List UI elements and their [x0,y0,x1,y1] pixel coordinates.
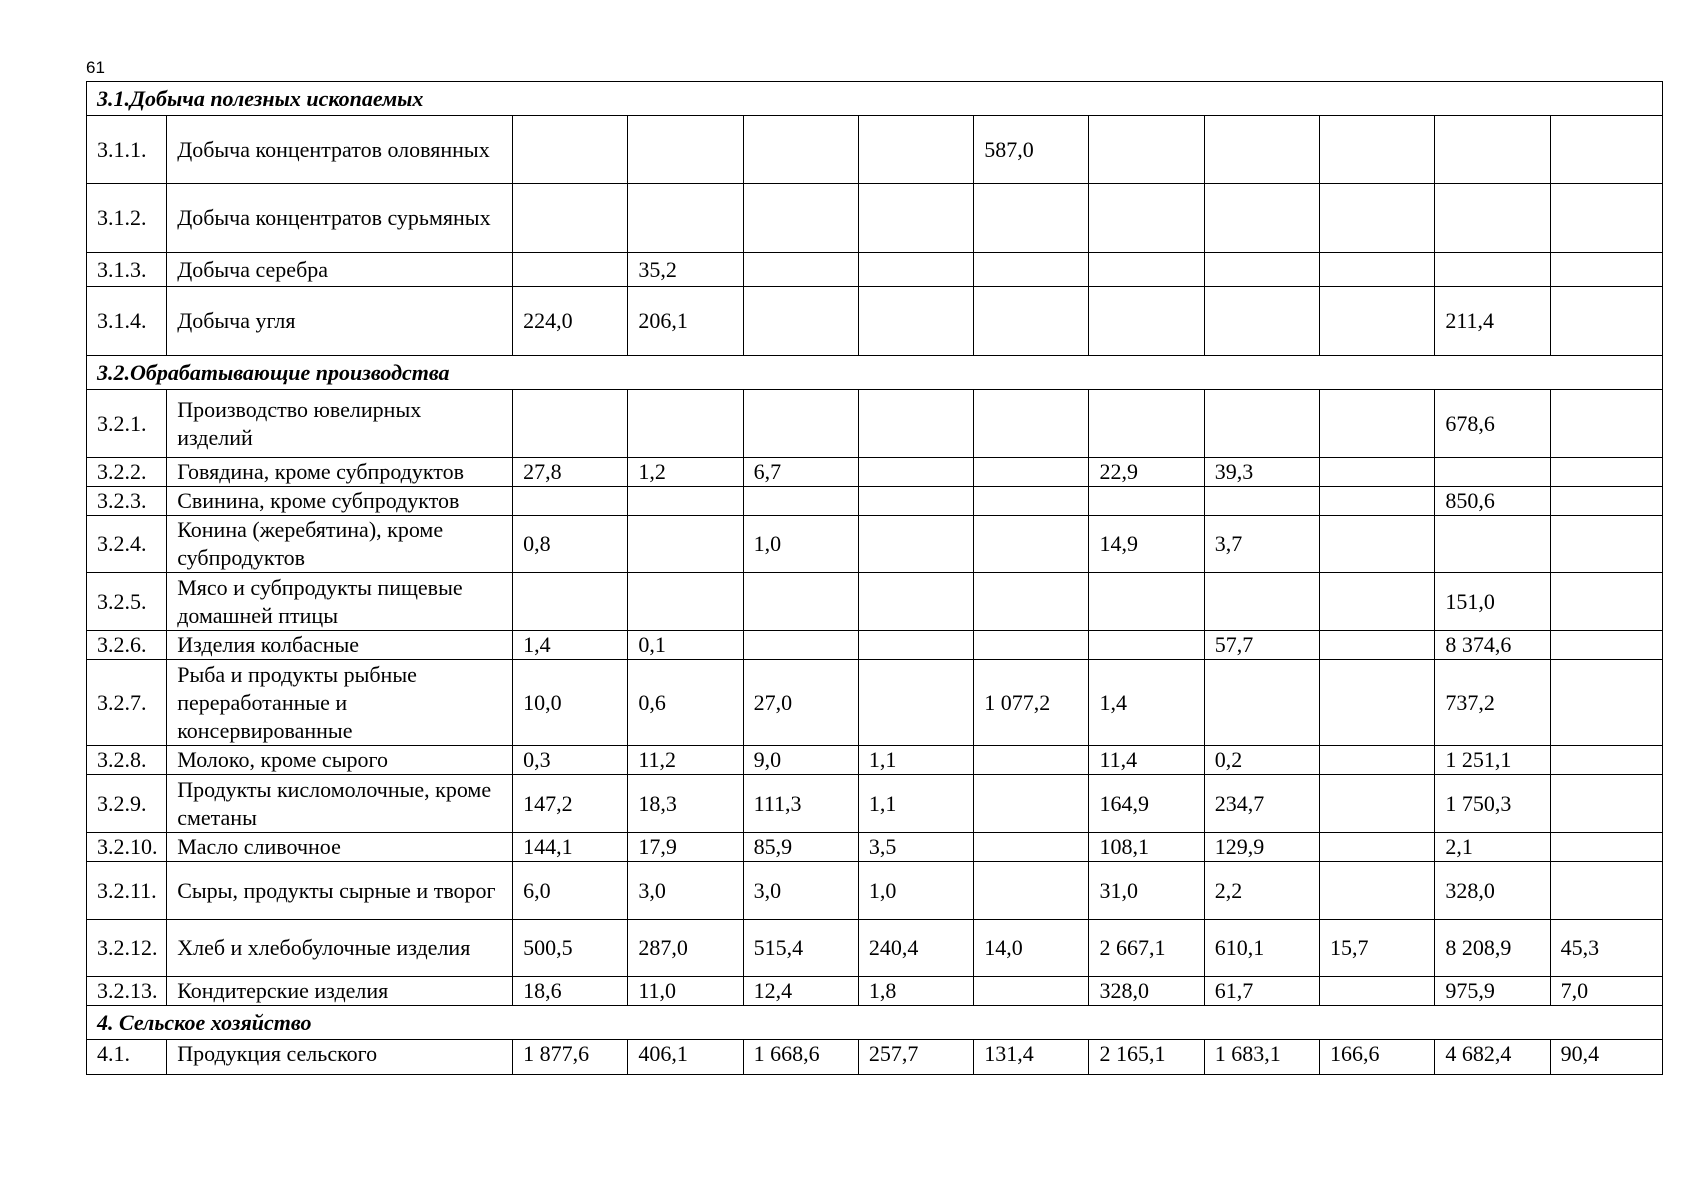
value-cell: 3,0 [628,862,743,920]
value-cell: 147,2 [513,775,628,833]
value-cell: 39,3 [1204,458,1319,487]
value-cell: 1 683,1 [1204,1040,1319,1075]
value-cell [974,977,1089,1006]
value-cell [1435,184,1550,253]
row-code: 3.2.4. [87,516,167,573]
value-cell: 61,7 [1204,977,1319,1006]
table-row [87,631,1663,660]
row-name: Конина (жеребятина), кроме субпродуктов [167,516,513,573]
value-cell [974,746,1089,775]
value-cell [1320,390,1435,458]
value-cell: 17,9 [628,833,743,862]
value-cell [1320,977,1435,1006]
row-name: Кондитерские изделия [167,977,513,1006]
value-cell [743,253,858,287]
value-cell: 111,3 [743,775,858,833]
row-name: Изделия колбасные [167,631,513,660]
row-name: Свинина, кроме субпродуктов [167,487,513,516]
value-cell [1089,487,1204,516]
table-row [87,116,1663,184]
value-cell [974,516,1089,573]
value-cell [1320,631,1435,660]
value-cell [513,253,628,287]
value-cell [628,487,743,516]
value-cell [1089,573,1204,631]
value-cell [1550,516,1662,573]
value-cell [1550,746,1662,775]
value-cell [858,287,973,356]
value-cell [513,487,628,516]
value-cell [1550,660,1662,746]
table-row [87,253,1663,287]
value-cell [1320,516,1435,573]
value-cell [858,573,973,631]
value-cell: 1 877,6 [513,1040,628,1075]
row-code: 3.2.3. [87,487,167,516]
table-row [87,573,1663,631]
value-cell [1204,116,1319,184]
value-cell [974,487,1089,516]
value-cell [1204,660,1319,746]
value-cell: 57,7 [1204,631,1319,660]
value-cell [858,631,973,660]
row-name: Рыба и продукты рыбные переработанные и консервированные [167,660,513,746]
table-row [87,1040,1663,1075]
row-name: Говядина, кроме субпродуктов [167,458,513,487]
section-header-row [87,356,1663,390]
value-cell: 2,1 [1435,833,1550,862]
value-cell [1204,573,1319,631]
value-cell: 975,9 [1435,977,1550,1006]
value-cell [1204,487,1319,516]
value-cell: 18,6 [513,977,628,1006]
value-cell: 131,4 [974,1040,1089,1075]
value-cell: 8 208,9 [1435,920,1550,977]
value-cell: 3,7 [1204,516,1319,573]
value-cell: 500,5 [513,920,628,977]
row-code: 3.1.1. [87,116,167,184]
row-name: Продукты кисломолочные, кроме сметаны [167,775,513,833]
row-code: 3.2.10. [87,833,167,862]
value-cell: 406,1 [628,1040,743,1075]
value-cell [1550,862,1662,920]
value-cell [974,458,1089,487]
value-cell: 328,0 [1089,977,1204,1006]
value-cell: 2,2 [1204,862,1319,920]
value-cell [1550,458,1662,487]
value-cell: 35,2 [628,253,743,287]
value-cell [1550,184,1662,253]
value-cell: 328,0 [1435,862,1550,920]
row-name: Хлеб и хлебобулочные изделия [167,920,513,977]
value-cell: 515,4 [743,920,858,977]
value-cell [858,458,973,487]
value-cell [1204,253,1319,287]
value-cell: 610,1 [1204,920,1319,977]
value-cell [974,631,1089,660]
value-cell [743,116,858,184]
table-row [87,487,1663,516]
value-cell: 14,9 [1089,516,1204,573]
row-code: 3.2.8. [87,746,167,775]
table-row [87,862,1663,920]
value-cell [1435,458,1550,487]
row-code: 3.1.4. [87,287,167,356]
value-cell: 9,0 [743,746,858,775]
value-cell [1550,631,1662,660]
value-cell [1435,116,1550,184]
value-cell [1089,390,1204,458]
value-cell: 11,2 [628,746,743,775]
row-name: Масло сливочное [167,833,513,862]
value-cell [513,390,628,458]
value-cell [1089,116,1204,184]
value-cell [858,253,973,287]
value-cell [974,833,1089,862]
value-cell: 2 165,1 [1089,1040,1204,1075]
value-cell [974,184,1089,253]
value-cell: 1,4 [513,631,628,660]
value-cell [1320,458,1435,487]
value-cell: 27,8 [513,458,628,487]
value-cell: 1,4 [1089,660,1204,746]
value-cell [858,184,973,253]
value-cell: 678,6 [1435,390,1550,458]
value-cell [1550,487,1662,516]
value-cell [974,390,1089,458]
row-code: 3.2.1. [87,390,167,458]
row-name: Мясо и субпродукты пищевые домашней птицы [167,573,513,631]
value-cell [1550,116,1662,184]
section-title: 3.2.Обрабатывающие производства [87,356,1663,390]
value-cell: 11,4 [1089,746,1204,775]
value-cell: 4 682,4 [1435,1040,1550,1075]
value-cell: 1 668,6 [743,1040,858,1075]
table-row [87,660,1663,746]
value-cell [858,516,973,573]
section-title: 4. Сельское хозяйство [87,1006,1663,1040]
row-name: Молоко, кроме сырого [167,746,513,775]
value-cell: 1,0 [743,516,858,573]
value-cell [743,573,858,631]
value-cell: 3,0 [743,862,858,920]
value-cell [1550,775,1662,833]
value-cell: 206,1 [628,287,743,356]
value-cell [1435,516,1550,573]
value-cell [743,184,858,253]
value-cell [513,573,628,631]
value-cell: 1,1 [858,746,973,775]
value-cell: 587,0 [974,116,1089,184]
value-cell: 10,0 [513,660,628,746]
value-cell: 1,2 [628,458,743,487]
row-code: 3.2.6. [87,631,167,660]
table-row [87,516,1663,573]
row-code: 3.1.2. [87,184,167,253]
value-cell [1320,833,1435,862]
value-cell [1320,487,1435,516]
value-cell: 85,9 [743,833,858,862]
value-cell: 1,0 [858,862,973,920]
value-cell: 144,1 [513,833,628,862]
value-cell [1089,287,1204,356]
section-header-row [87,82,1663,116]
value-cell [1435,253,1550,287]
value-cell: 850,6 [1435,487,1550,516]
value-cell: 234,7 [1204,775,1319,833]
section-header-row [87,1006,1663,1040]
value-cell: 14,0 [974,920,1089,977]
row-code: 3.2.2. [87,458,167,487]
value-cell [974,775,1089,833]
value-cell: 164,9 [1089,775,1204,833]
value-cell: 90,4 [1550,1040,1662,1075]
table-row [87,390,1663,458]
value-cell [1204,390,1319,458]
value-cell: 1 077,2 [974,660,1089,746]
value-cell: 737,2 [1435,660,1550,746]
table-row [87,775,1663,833]
value-cell [1089,253,1204,287]
value-cell: 0,2 [1204,746,1319,775]
value-cell: 2 667,1 [1089,920,1204,977]
value-cell: 108,1 [1089,833,1204,862]
table-row [87,920,1663,977]
value-cell [974,862,1089,920]
value-cell [1320,746,1435,775]
value-cell [628,573,743,631]
value-cell: 1 750,3 [1435,775,1550,833]
value-cell [743,287,858,356]
value-cell [628,116,743,184]
value-cell [513,184,628,253]
value-cell [1320,184,1435,253]
value-cell [858,487,973,516]
value-cell [1550,573,1662,631]
value-cell: 129,9 [1204,833,1319,862]
row-name: Добыча концентратов сурьмяных [167,184,513,253]
value-cell: 0,6 [628,660,743,746]
row-name: Сыры, продукты сырные и творог [167,862,513,920]
value-cell: 11,0 [628,977,743,1006]
value-cell: 7,0 [1550,977,1662,1006]
value-cell [1089,184,1204,253]
row-code: 3.2.12. [87,920,167,977]
value-cell: 211,4 [1435,287,1550,356]
row-code: 3.2.7. [87,660,167,746]
value-cell: 287,0 [628,920,743,977]
value-cell: 18,3 [628,775,743,833]
row-name: Добыча концентратов оловянных [167,116,513,184]
value-cell: 31,0 [1089,862,1204,920]
value-cell [1550,390,1662,458]
value-cell [1320,116,1435,184]
value-cell: 257,7 [858,1040,973,1075]
value-cell: 1 251,1 [1435,746,1550,775]
value-cell [1320,775,1435,833]
value-cell [1550,253,1662,287]
row-name: Производство ювелирных изделий [167,390,513,458]
row-code: 3.2.9. [87,775,167,833]
value-cell [974,287,1089,356]
value-cell: 0,3 [513,746,628,775]
value-cell [628,390,743,458]
value-cell [1089,631,1204,660]
value-cell [1204,287,1319,356]
value-cell [743,631,858,660]
table-row [87,833,1663,862]
value-cell: 6,7 [743,458,858,487]
table-row [87,458,1663,487]
table-row [87,746,1663,775]
value-cell [1320,573,1435,631]
row-name: Добыча угля [167,287,513,356]
value-cell: 6,0 [513,862,628,920]
row-code: 3.2.13. [87,977,167,1006]
value-cell: 1,1 [858,775,973,833]
row-code: 3.1.3. [87,253,167,287]
value-cell: 1,8 [858,977,973,1006]
value-cell: 12,4 [743,977,858,1006]
value-cell [1204,184,1319,253]
value-cell [743,390,858,458]
value-cell: 224,0 [513,287,628,356]
value-cell: 27,0 [743,660,858,746]
row-name: Добыча серебра [167,253,513,287]
value-cell [1320,253,1435,287]
table-body [87,82,1663,1075]
value-cell [974,573,1089,631]
row-name: Продукция сельского [167,1040,513,1075]
value-cell: 166,6 [1320,1040,1435,1075]
value-cell: 15,7 [1320,920,1435,977]
value-cell: 151,0 [1435,573,1550,631]
value-cell [858,390,973,458]
value-cell [858,116,973,184]
value-cell: 45,3 [1550,920,1662,977]
value-cell: 0,8 [513,516,628,573]
value-cell: 22,9 [1089,458,1204,487]
value-cell [513,116,628,184]
row-code: 4.1. [87,1040,167,1075]
value-cell [628,184,743,253]
data-table [86,81,1663,1075]
value-cell: 8 374,6 [1435,631,1550,660]
value-cell [743,487,858,516]
value-cell [1320,660,1435,746]
section-title: 3.1.Добыча полезных ископаемых [87,82,1663,116]
value-cell [1550,833,1662,862]
value-cell [974,253,1089,287]
value-cell [858,660,973,746]
table-row [87,184,1663,253]
row-code: 3.2.5. [87,573,167,631]
value-cell [1550,287,1662,356]
value-cell: 0,1 [628,631,743,660]
value-cell [628,516,743,573]
value-cell [1320,862,1435,920]
value-cell: 240,4 [858,920,973,977]
row-code: 3.2.11. [87,862,167,920]
page-number: 61 [86,58,105,77]
value-cell: 3,5 [858,833,973,862]
value-cell [1320,287,1435,356]
table-row [87,977,1663,1006]
table-row [87,287,1663,356]
